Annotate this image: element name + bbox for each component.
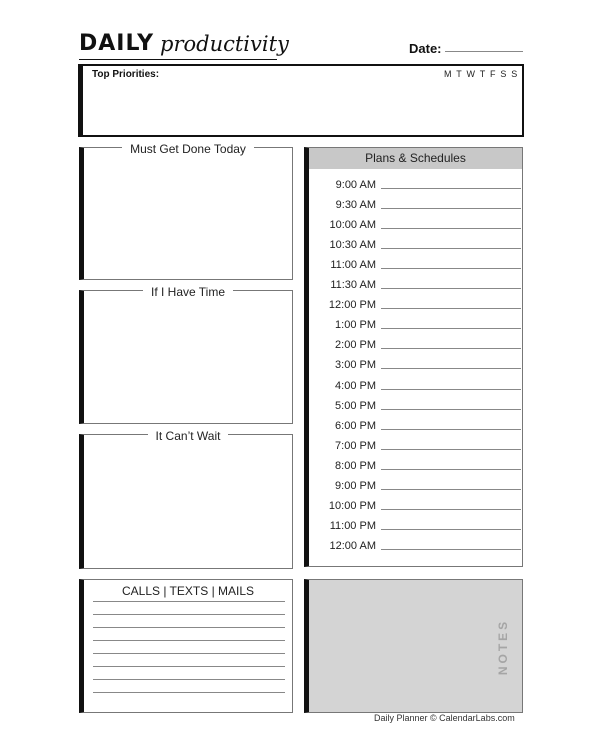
schedule-slot[interactable] [309, 438, 522, 458]
schedule-slot[interactable] [309, 277, 522, 297]
it-cant-wait-heading: It Can’t Wait [84, 427, 292, 445]
title-underline [79, 59, 277, 60]
notes-box[interactable] [304, 579, 523, 713]
slot-writing-line[interactable] [381, 188, 521, 189]
slot-time-label: 11:00 AM [330, 259, 376, 272]
slot-writing-line[interactable] [381, 409, 521, 410]
writing-line[interactable] [93, 627, 285, 628]
schedule-slot[interactable] [309, 317, 522, 337]
footer-credit: Daily Planner © CalendarLabs.com [374, 713, 515, 723]
slot-time-label: 9:30 AM [335, 199, 376, 212]
slot-time-label: 9:00 AM [335, 179, 376, 191]
calls-texts-mails-box[interactable] [79, 579, 293, 713]
slot-writing-line[interactable] [381, 248, 521, 249]
schedule-slot[interactable] [309, 357, 522, 377]
schedule-slot[interactable] [309, 217, 522, 237]
date-label: Date: [409, 41, 442, 56]
slot-writing-line[interactable] [381, 208, 521, 209]
slot-writing-line[interactable] [381, 429, 521, 430]
writing-line[interactable] [93, 666, 285, 667]
slot-time-label: 11:30 AM [330, 279, 376, 292]
slot-time-label: 3:00 PM [335, 359, 376, 372]
date-field-line[interactable] [445, 51, 523, 52]
plans-schedules-heading: Plans & Schedules [309, 148, 522, 169]
slot-time-label: 1:00 PM [335, 319, 376, 332]
slot-writing-line[interactable] [381, 549, 521, 550]
slot-time-label: 6:00 PM [335, 419, 376, 432]
slot-writing-line[interactable] [381, 328, 521, 329]
calls-texts-mails-heading: CALLS | TEXTS | MAILS [121, 584, 255, 598]
notes-label: NOTES [496, 618, 510, 676]
slot-writing-line[interactable] [381, 389, 521, 390]
slot-time-label: 12:00 PM [328, 299, 376, 312]
schedule-slot[interactable] [309, 538, 522, 558]
it-cant-wait-box[interactable] [79, 429, 293, 569]
schedule-slot[interactable] [309, 177, 522, 197]
slot-writing-line[interactable] [381, 368, 521, 369]
slot-writing-line[interactable] [381, 509, 521, 510]
writing-line[interactable] [93, 679, 285, 680]
slot-writing-line[interactable] [381, 469, 521, 470]
slot-writing-line[interactable] [381, 489, 521, 490]
slot-time-label: 10:00 PM [328, 499, 376, 512]
slot-time-label: 8:00 PM [335, 459, 376, 472]
schedule-slot[interactable] [309, 378, 522, 398]
slot-time-label: 4:00 PM [335, 379, 376, 392]
slot-writing-line[interactable] [381, 288, 521, 289]
writing-line[interactable] [93, 601, 285, 602]
weekday-letters: M T W T F S S [444, 69, 519, 79]
slot-time-label: 12:00 AM [329, 539, 376, 552]
slot-writing-line[interactable] [381, 228, 521, 229]
title-productivity: productivity [160, 32, 289, 56]
schedule-slot[interactable] [309, 478, 522, 498]
schedule-slot[interactable] [309, 297, 522, 317]
writing-line[interactable] [93, 614, 285, 615]
top-priorities-label: Top Priorities: [92, 69, 160, 80]
schedule-slot[interactable] [309, 518, 522, 538]
slot-writing-line[interactable] [381, 529, 521, 530]
writing-line[interactable] [93, 640, 285, 641]
schedule-slot[interactable] [309, 257, 522, 277]
title-daily: DAILY [79, 31, 154, 56]
slot-time-label: 10:00 AM [329, 219, 376, 232]
slot-writing-line[interactable] [381, 348, 521, 349]
if-i-have-time-box[interactable] [79, 285, 293, 424]
if-i-have-time-heading: If I Have Time [84, 283, 292, 301]
must-get-done-heading: Must Get Done Today [84, 140, 292, 158]
schedule-slot[interactable] [309, 498, 522, 518]
slot-writing-line[interactable] [381, 308, 521, 309]
schedule-slot[interactable] [309, 197, 522, 217]
slot-time-label: 7:00 PM [335, 439, 376, 452]
must-get-done-box[interactable] [79, 142, 293, 280]
slot-time-label: 5:00 PM [335, 399, 376, 412]
schedule-slot[interactable] [309, 458, 522, 478]
calls-lines [93, 601, 285, 705]
slot-writing-line[interactable] [381, 449, 521, 450]
slot-writing-line[interactable] [381, 268, 521, 269]
slot-time-label: 9:00 PM [335, 479, 376, 492]
schedule-slot[interactable] [309, 418, 522, 438]
writing-line[interactable] [93, 692, 285, 693]
slot-time-label: 2:00 PM [335, 339, 376, 352]
writing-line[interactable] [93, 653, 285, 654]
slot-time-label: 10:30 AM [329, 239, 376, 252]
schedule-slot[interactable] [309, 237, 522, 257]
schedule-slot[interactable] [309, 398, 522, 418]
plans-schedules-box [304, 147, 523, 567]
slot-time-label: 11:00 PM [329, 519, 376, 532]
schedule-slot[interactable] [309, 337, 522, 357]
